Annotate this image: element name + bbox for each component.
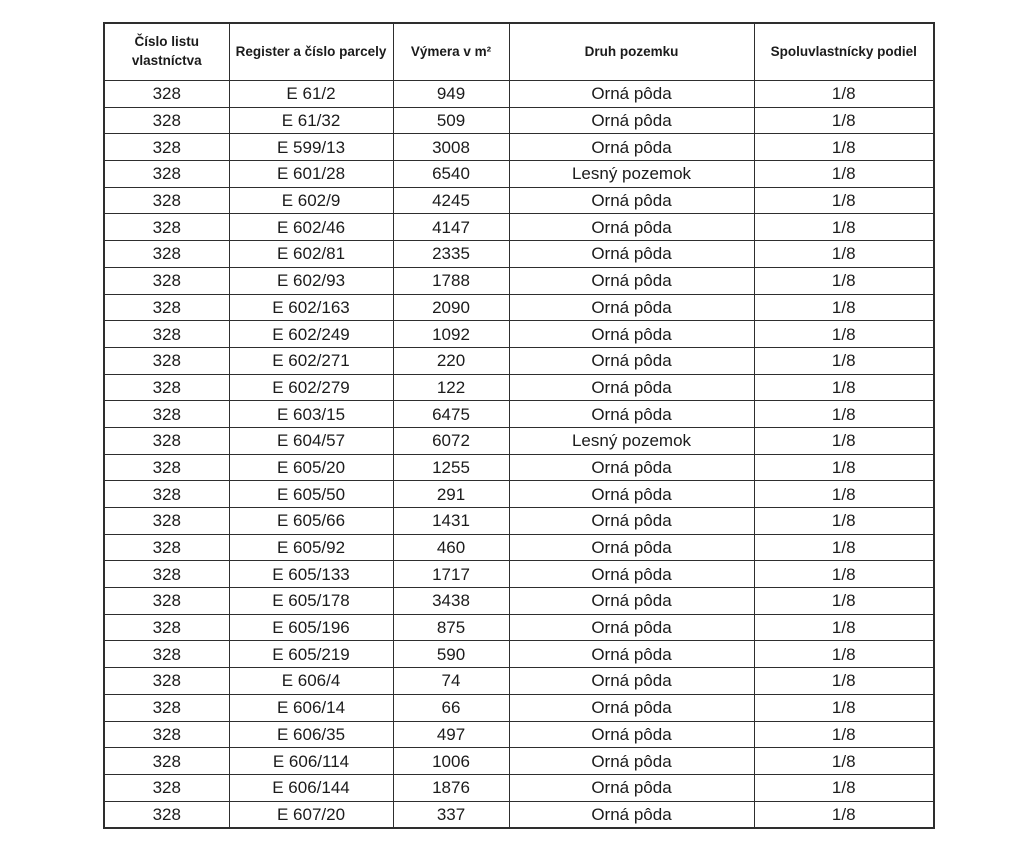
table-cell: 1717 — [393, 561, 509, 588]
table-cell: 1/8 — [754, 588, 934, 615]
table-cell: 1/8 — [754, 801, 934, 828]
table-cell: 66 — [393, 694, 509, 721]
table-cell: 1/8 — [754, 321, 934, 348]
table-cell: Orná pôda — [509, 401, 754, 428]
table-cell: 1/8 — [754, 294, 934, 321]
table-cell: 1/8 — [754, 187, 934, 214]
table-cell: 949 — [393, 81, 509, 108]
table-cell: 1/8 — [754, 81, 934, 108]
header-spoluvlastnicky-podiel: Spoluvlastnícky podiel — [754, 23, 934, 81]
table-cell: 6540 — [393, 161, 509, 188]
table-cell: E 602/271 — [229, 347, 393, 374]
header-vymera-v-m2: Výmera v m² — [393, 23, 509, 81]
table-row — [104, 508, 934, 535]
table-cell: Orná pôda — [509, 534, 754, 561]
table-cell: 328 — [104, 401, 229, 428]
table-cell: 1255 — [393, 454, 509, 481]
table-cell: E 601/28 — [229, 161, 393, 188]
table-cell: E 605/219 — [229, 641, 393, 668]
table-cell: 328 — [104, 267, 229, 294]
table-cell: Orná pôda — [509, 481, 754, 508]
table-cell: 3438 — [393, 588, 509, 615]
table-cell: E 602/249 — [229, 321, 393, 348]
table-row — [104, 588, 934, 615]
table-cell: 2335 — [393, 241, 509, 268]
table-header-row — [104, 23, 934, 81]
table-cell: 328 — [104, 508, 229, 535]
table-row — [104, 668, 934, 695]
table-cell: E 607/20 — [229, 801, 393, 828]
table-cell: 328 — [104, 374, 229, 401]
table-cell: 328 — [104, 454, 229, 481]
table-cell: Orná pôda — [509, 561, 754, 588]
table-cell: Orná pôda — [509, 321, 754, 348]
table-cell: 590 — [393, 641, 509, 668]
table-cell: 6475 — [393, 401, 509, 428]
table-cell: 328 — [104, 214, 229, 241]
table-cell: E 605/66 — [229, 508, 393, 535]
table-cell: E 604/57 — [229, 427, 393, 454]
table-cell: E 602/279 — [229, 374, 393, 401]
table-cell: 4147 — [393, 214, 509, 241]
table-row — [104, 694, 934, 721]
table-cell: Orná pôda — [509, 81, 754, 108]
table-cell: Lesný pozemok — [509, 161, 754, 188]
table-cell: 328 — [104, 534, 229, 561]
table-cell: Orná pôda — [509, 614, 754, 641]
header-druh-pozemku: Druh pozemku — [509, 23, 754, 81]
table-cell: 1431 — [393, 508, 509, 535]
table-cell: Orná pôda — [509, 107, 754, 134]
table-cell: 1/8 — [754, 214, 934, 241]
table-body — [104, 81, 934, 829]
table-cell: 1/8 — [754, 241, 934, 268]
table-cell: 1092 — [393, 321, 509, 348]
table-row — [104, 187, 934, 214]
table-cell: E 605/50 — [229, 481, 393, 508]
table-cell: 328 — [104, 427, 229, 454]
table-cell: Orná pôda — [509, 374, 754, 401]
table-cell: 1/8 — [754, 508, 934, 535]
table-cell: 328 — [104, 694, 229, 721]
table-row — [104, 134, 934, 161]
table-cell: Orná pôda — [509, 187, 754, 214]
table-cell: 328 — [104, 187, 229, 214]
table-cell: Orná pôda — [509, 641, 754, 668]
table-cell: 328 — [104, 774, 229, 801]
table-row — [104, 721, 934, 748]
table-cell: 1/8 — [754, 748, 934, 775]
table-row — [104, 214, 934, 241]
table-cell: 1/8 — [754, 267, 934, 294]
table-cell: E 61/32 — [229, 107, 393, 134]
table-cell: 337 — [393, 801, 509, 828]
table-cell: E 606/14 — [229, 694, 393, 721]
table-cell: 1/8 — [754, 347, 934, 374]
table-cell: Orná pôda — [509, 668, 754, 695]
table-cell: 2090 — [393, 294, 509, 321]
table-cell: 1/8 — [754, 668, 934, 695]
table-cell: 220 — [393, 347, 509, 374]
table-cell: E 606/144 — [229, 774, 393, 801]
table-cell: 1/8 — [754, 534, 934, 561]
table-cell: 4245 — [393, 187, 509, 214]
table-row — [104, 534, 934, 561]
table-cell: 1876 — [393, 774, 509, 801]
table-cell: 328 — [104, 614, 229, 641]
table-row — [104, 347, 934, 374]
table-cell: 3008 — [393, 134, 509, 161]
table-cell: Orná pôda — [509, 694, 754, 721]
table-row — [104, 641, 934, 668]
table-cell: 328 — [104, 748, 229, 775]
table-cell: E 606/4 — [229, 668, 393, 695]
table-cell: 1/8 — [754, 694, 934, 721]
table-cell: 328 — [104, 81, 229, 108]
table-cell: 328 — [104, 481, 229, 508]
table-cell: Orná pôda — [509, 721, 754, 748]
table-cell: 328 — [104, 107, 229, 134]
table-cell: 1/8 — [754, 721, 934, 748]
table-row — [104, 427, 934, 454]
table-row — [104, 454, 934, 481]
table-cell: 328 — [104, 561, 229, 588]
table-row — [104, 294, 934, 321]
table-row — [104, 481, 934, 508]
table-cell: E 605/20 — [229, 454, 393, 481]
table-cell: Orná pôda — [509, 267, 754, 294]
table-cell: Orná pôda — [509, 294, 754, 321]
header-register-a-cislo-parcely: Register a číslo parcely — [229, 23, 393, 81]
table-cell: Orná pôda — [509, 508, 754, 535]
table-cell: 497 — [393, 721, 509, 748]
table-cell: 328 — [104, 294, 229, 321]
table-cell: Orná pôda — [509, 134, 754, 161]
table-row — [104, 241, 934, 268]
table-cell: E 605/133 — [229, 561, 393, 588]
table-cell: 1/8 — [754, 774, 934, 801]
table-row — [104, 801, 934, 828]
table-cell: E 602/163 — [229, 294, 393, 321]
table-cell: 509 — [393, 107, 509, 134]
table-cell: 1/8 — [754, 641, 934, 668]
table-cell: Orná pôda — [509, 801, 754, 828]
table-cell: E 606/114 — [229, 748, 393, 775]
table-cell: Orná pôda — [509, 241, 754, 268]
table-cell: Orná pôda — [509, 774, 754, 801]
table-cell: 328 — [104, 588, 229, 615]
table-cell: 1/8 — [754, 614, 934, 641]
table-cell: 1/8 — [754, 134, 934, 161]
table-cell: 328 — [104, 801, 229, 828]
table-cell: Orná pôda — [509, 347, 754, 374]
table-cell: 328 — [104, 161, 229, 188]
table-cell: Orná pôda — [509, 748, 754, 775]
table-cell: 328 — [104, 721, 229, 748]
table-row — [104, 267, 934, 294]
table-row — [104, 774, 934, 801]
header-cislo-listu-vlastnictva: Číslo listu vlastníctva — [104, 23, 229, 81]
table-cell: Orná pôda — [509, 588, 754, 615]
table-cell: 1/8 — [754, 454, 934, 481]
table-cell: E 602/93 — [229, 267, 393, 294]
table-cell: E 605/178 — [229, 588, 393, 615]
table-cell: E 606/35 — [229, 721, 393, 748]
table-row — [104, 748, 934, 775]
table-cell: Orná pôda — [509, 454, 754, 481]
table-cell: 328 — [104, 347, 229, 374]
table-cell: E 605/196 — [229, 614, 393, 641]
table-row — [104, 614, 934, 641]
table-cell: E 605/92 — [229, 534, 393, 561]
table-cell: 1/8 — [754, 107, 934, 134]
table-cell: E 599/13 — [229, 134, 393, 161]
table-cell: 6072 — [393, 427, 509, 454]
table-cell: E 602/81 — [229, 241, 393, 268]
table-row — [104, 161, 934, 188]
table-row — [104, 401, 934, 428]
table-cell: E 61/2 — [229, 81, 393, 108]
table-row — [104, 107, 934, 134]
parcel-table — [103, 22, 935, 829]
table-cell: 1/8 — [754, 374, 934, 401]
table-cell: 1788 — [393, 267, 509, 294]
table-cell: E 603/15 — [229, 401, 393, 428]
table-cell: E 602/46 — [229, 214, 393, 241]
table-cell: 1/8 — [754, 427, 934, 454]
table-row — [104, 81, 934, 108]
table-cell: 1/8 — [754, 481, 934, 508]
table-cell: 74 — [393, 668, 509, 695]
table-cell: 1006 — [393, 748, 509, 775]
table-cell: 328 — [104, 641, 229, 668]
table-cell: 328 — [104, 241, 229, 268]
table-cell: 1/8 — [754, 401, 934, 428]
table-row — [104, 321, 934, 348]
table-cell: 1/8 — [754, 161, 934, 188]
table-cell: 328 — [104, 134, 229, 161]
table-header — [104, 23, 934, 81]
table-cell: 291 — [393, 481, 509, 508]
table-cell: 460 — [393, 534, 509, 561]
table-cell: 328 — [104, 321, 229, 348]
table-cell: E 602/9 — [229, 187, 393, 214]
table-row — [104, 561, 934, 588]
table-row — [104, 374, 934, 401]
table-cell: 328 — [104, 668, 229, 695]
table-cell: 1/8 — [754, 561, 934, 588]
table-cell: Lesný pozemok — [509, 427, 754, 454]
table-cell: 122 — [393, 374, 509, 401]
table-cell: Orná pôda — [509, 214, 754, 241]
table-cell: 875 — [393, 614, 509, 641]
